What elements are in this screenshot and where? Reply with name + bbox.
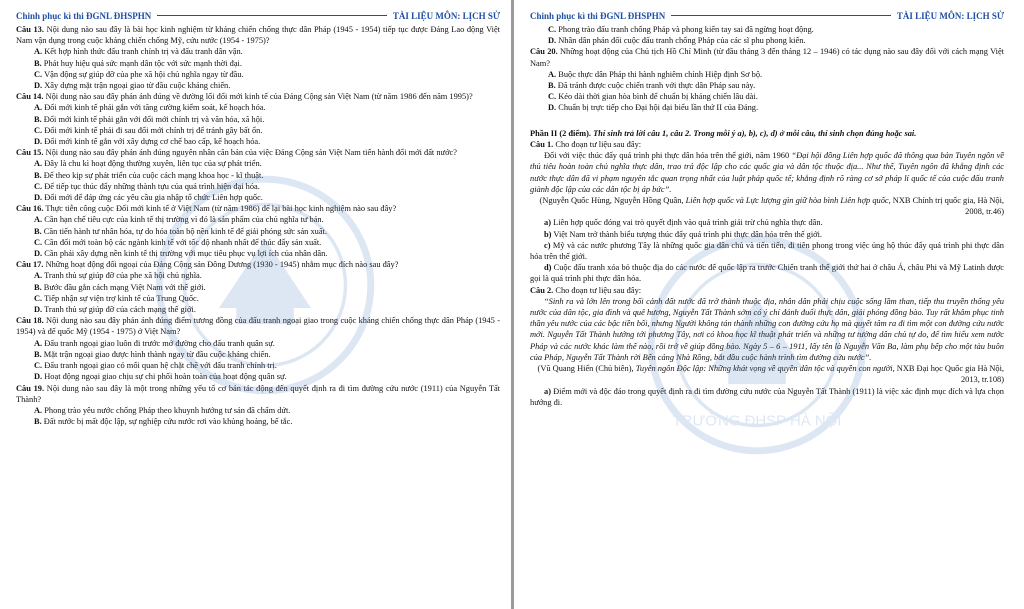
option-d-q17: D. Tranh thủ sự giúp đỡ của cách mạng thế giới. xyxy=(34,305,196,315)
header-right-title: TÀI LIỆU MÔN: LỊCH SỬ xyxy=(896,10,1004,21)
option-d-q19: D. Nhân dân phản đối cuộc đấu tranh chống Pháp của các sĩ phu phong kiến. xyxy=(548,36,806,46)
option-c-q19: C. Phong trào đấu tranh chống Pháp và phong kiến tay sai đã ngừng hoạt động. xyxy=(548,25,814,34)
option-c-q16: C. Cần đổi mới toàn bộ các ngành kinh tế với tốc độ nhanh nhất để thúc đẩy sản xuất. xyxy=(34,237,322,247)
option-c-q18: C. Đấu tranh ngoại giao có mối quan hệ chặt chẽ với đấu tranh chính trị. xyxy=(34,361,277,371)
option-d-q15: D. Đổi mới để đáp ứng các yêu cầu gia nhập tổ chức Liên hợp quốc. xyxy=(34,193,263,203)
option-b-q13: B. Phát huy hiệu quả sức mạnh dân tộc với sức mạnh thời đại. xyxy=(34,58,242,68)
source-excerpt-1: Đối với việc thúc đẩy quá trình phi thực dân hóa trên thế giới, năm 1960 “Đại hội đồng Liên hợp quốc đã thông qua bản Tuyên ngôn về thủ tiêu hoàn toàn chủ nghĩa thực dân, trao trả độc lập cho các quốc gia và dân tộc thuộc địa... Như thế, Tuyên ngôn đã khẳng định các nước thực dân đã vi phạm nguyên tắc quan trọng nhất của luật pháp quốc tế; khẳng định rõ ràng cơ sở pháp lí quốc tế của cuộc đấu tranh giành độc lập của các dân tộc bị áp bức”. xyxy=(530,151,1004,194)
option-b-q16: B. Cần tiến hành tư nhân hóa, tự do hóa toàn bộ nền kinh tế để giải phóng sức sản xuất. xyxy=(34,226,327,236)
option-a-q19: A. Phong trào yêu nước chống Pháp theo khuynh hướng tư sản đã chấm dứt. xyxy=(34,405,291,415)
option-d-q16: D. Cần phải xây dựng nền kinh tế thị trường với mục tiêu phục vụ lợi ích của nhân dân. xyxy=(34,249,328,259)
question-14: Câu 14. Nội dung nào sau đây phản ánh đúng về đường lối đổi mới kinh tế của Đảng Cộng sản Việt Nam (từ năm 1986 đến năm 1995)? xyxy=(16,92,473,102)
part2-question-2: Câu 2. Cho đoạn tư liệu sau đây: xyxy=(530,285,642,295)
option-d-q13: D. Xây dựng mặt trận ngoại giao từ đầu cuộc kháng chiến. xyxy=(34,81,231,91)
statement-1d: d) Cuộc đấu tranh xóa bỏ thuộc địa do các nước đế quốc lập ra trước Chiến tranh thế giới thứ hai ở châu Á, châu Phi và Mỹ Latinh được gọi là quá trình phi thực dân hóa. xyxy=(530,263,1004,284)
part-2-heading: Phần II (2 điểm). Thí sinh trả lời câu 1, câu 2. Trong mỗi ý a), b), c), d) ở mỗi câu, thí sinh chọn đúng hoặc sai. xyxy=(530,128,917,138)
question-20: Câu 20. Những hoạt động của Chủ tịch Hồ Chí Minh (từ đầu tháng 3 đến tháng 12 – 1946) có tác dụng nào sau đây đối với cách mạng Việt Nam? xyxy=(530,47,1004,68)
question-16: Câu 16. Thực tiễn công cuộc Đổi mới kinh tế ở Việt Nam (từ năm 1986) để lại bài học kinh nghiệm nào sau đây? xyxy=(16,204,397,214)
page-header-right xyxy=(530,9,1004,22)
option-a-q17: A. Tranh thủ sự giúp đỡ của phe xã hội chủ nghĩa. xyxy=(34,271,202,281)
page-header-left xyxy=(16,9,500,22)
option-a-q14: A. Đổi mới kinh tế phải gắn với tăng cường kiểm soát, kế hoạch hóa. xyxy=(34,103,266,113)
question-13: Câu 13. Nội dung nào sau đây là bài học kinh nghiệm từ kháng chiến chống thực dân Pháp (1945 - 1954) tiếp tục được Đảng Lao động Việt Nam vận dụng trong cuộc kháng chiến chống Mỹ, cứu nước (1954 - 1975)? xyxy=(16,25,500,46)
option-b-q20: B. Đã tránh được cuộc chiến tranh với thực dân Pháp sau này. xyxy=(548,81,756,91)
header-right-title: TÀI LIỆU MÔN: LỊCH SỬ xyxy=(392,10,500,21)
question-19: Câu 19. Nội dung nào sau đây là một trong những yếu tố cơ bản tác động đến quyết định ra đi tìm đường cứu nước (1911) của Nguyễn Tất Thành? xyxy=(16,383,501,404)
option-d-q20: D. Chuẩn bị trực tiếp cho Đại hội đại biểu lần thứ II của Đảng. xyxy=(548,103,759,113)
option-a-q16: A. Cần hạn chế tiêu cực của kinh tế thị trường vì đó là sản phẩm của chủ nghĩa tư bản. xyxy=(34,215,324,225)
question-15: Câu 15. Nội dung nào sau đây phản ánh đúng nguyên nhân căn bản của việc Đảng Cộng sản Việt Nam tiến hành đổi mới đất nước? xyxy=(16,148,457,158)
source-excerpt-2: “Sinh ra và lớn lên trong bối cảnh đất nước đã trở thành thuộc địa, nhân dân phải chịu cuộc sống lầm than, tiếp thu truyền thống yêu nước của dân tộc, gia đình và quê hương, Nguyễn Tất Thành sớm có ý chí đánh đuổi thực dân, giải phóng đồng bào. Tuy rất khâm phục tinh thần yêu nước của các bậc tiền bối, nhưng Người không tán thành những con đường cứu họ mà quyết tâm ra đi tìm một con đường cứu nước mới. Nguyễn Tất Thành hướng tới phương Tây, nơi có khoa học kĩ thuật phát triển và những tư tưởng dân chủ tự do, để tìm hiểu xem nước Pháp và các nước khác làm thế nào, rồi trở về giúp đồng bào. Ngày 5 – 6 – 1911, lấy tên là Nguyễn Văn Ba, làm phụ bếp cho một tàu buôn của Pháp, Nguyễn Tất Thành rời Bến cảng Nhà Rồng, bắt đầu cuộc hành trình tìm đường cứu nước”. xyxy=(530,296,1004,362)
option-a-q13: A. Kết hợp hình thức đấu tranh chính trị và đấu tranh dân vận. xyxy=(34,47,243,57)
header-rule xyxy=(157,15,387,16)
option-b-q18: B. Mặt trận ngoại giao được hình thành ngay từ đầu cuộc kháng chiến. xyxy=(34,349,271,359)
option-a-q20: A. Buộc thực dân Pháp thi hành nghiêm chỉnh Hiệp định Sơ bộ. xyxy=(548,69,763,79)
option-c-q13: C. Vận động sự giúp đỡ của phe xã hội chủ nghĩa ngay từ đầu. xyxy=(34,69,244,79)
header-left-title: Chinh phục kì thi ĐGNL ĐHSPHN xyxy=(530,10,666,21)
option-c-q17: C. Tiếp nhận sự viện trợ kinh tế của Trung Quốc. xyxy=(34,293,199,303)
citation-2: (Vũ Quang Hiển (Chủ biên), Tuyên ngôn Độc lập: Những khát vọng về quyền dân tộc và quyền con người, NXB Đại học Quốc gia Hà Nội, 2013, tr.108) xyxy=(537,364,1004,385)
part2-question-1: Câu 1. Cho đoạn tư liệu sau đây: xyxy=(530,140,642,150)
left-question-list xyxy=(16,24,500,427)
option-b-q15: B. Để theo kịp sự phát triển của cuộc cách mạng khoa học - kĩ thuật. xyxy=(34,170,264,180)
option-c-q15: C. Để tiếp tục thúc đẩy những thành tựu của quá trình hiện đại hóa. xyxy=(34,181,260,191)
statement-2a: a) Điểm mới và độc đáo trong quyết định ra đi tìm đường cứu nước của Nguyễn Tất Thành (1911) là việc xác định mục đích và lựa chọn hướng đi. xyxy=(530,386,1004,407)
option-c-q20: C. Kéo dài thời gian hòa bình để chuẩn bị kháng chiến lâu dài. xyxy=(548,92,758,102)
option-b-q14: B. Đổi mới kinh tế phải gắn với đổi mới chính trị và văn hóa, xã hội. xyxy=(34,114,265,124)
option-b-q19: B. Đất nước bị mất độc lập, sự nghiệp cứu nước rơi vào khủng hoảng, bế tắc. xyxy=(34,417,293,427)
citation-1: (Nguyễn Quốc Hùng, Nguyễn Hồng Quân, Liên hợp quốc và Lực lượng gìn giữ hòa bình Liên hợp quốc, NXB Chính trị quốc gia, Hà Nội, 2008, tr.46) xyxy=(539,196,1004,217)
question-18: Câu 18. Nội dung nào sau đây phản ánh đúng điểm tương đồng của đấu tranh ngoại giao trong cuộc kháng chiến chống thực dân Pháp (1945 - 1954) và đế quốc Mỹ (1954 - 1975) ở Việt Nam? xyxy=(16,316,500,337)
statement-1a: a) Liên hợp quốc đóng vai trò quyết định vào quá trình giải trừ chủ nghĩa thực dân. xyxy=(544,218,823,228)
right-page xyxy=(512,0,1024,609)
statement-1c: c) Mỹ và các nước phương Tây là những quốc gia dân chủ và tiến tiến, đi tiên phong trong việc ủng hộ thúc đẩy quá trình phi thực dân hóa trên thế giới. xyxy=(530,240,1004,262)
header-rule xyxy=(671,15,891,16)
header-left-title: Chinh phục kì thi ĐGNL ĐHSPHN xyxy=(16,10,152,21)
question-17: Câu 17. Những hoạt động đối ngoại của Đảng Cộng sản Đông Dương (1930 - 1945) nhằm mục đích nào sau đây? xyxy=(16,260,399,270)
option-c-q14: C. Đổi mới kinh tế phải đi sau đổi mới chính trị để tránh gây bất ổn. xyxy=(34,125,263,135)
option-d-q18: D. Hoạt động ngoại giao chịu sự chi phối hoàn toàn của hoạt động quân sự. xyxy=(34,372,287,382)
option-a-q18: A. Đấu tranh ngoại giao luôn đi trước mở đường cho đấu tranh quân sự. xyxy=(34,338,275,348)
option-b-q17: B. Bước đầu gắn cách mạng Việt Nam với thế giới. xyxy=(34,282,206,292)
statement-1b: b) Việt Nam trở thành biểu tượng thúc đẩy quá trình phi thực dân hóa trên thế giới. xyxy=(544,229,823,239)
watermark-text: TRƯỜNG ĐHSP HÀ NỘI xyxy=(672,412,842,430)
option-a-q15: A. Đây là chu kì hoạt động thường xuyên, liên tục của sự phát triển. xyxy=(34,159,262,169)
option-d-q14: D. Đổi mới kinh tế gắn với xây dựng cơ chế bao cấp, kế hoạch hóa. xyxy=(34,137,261,147)
